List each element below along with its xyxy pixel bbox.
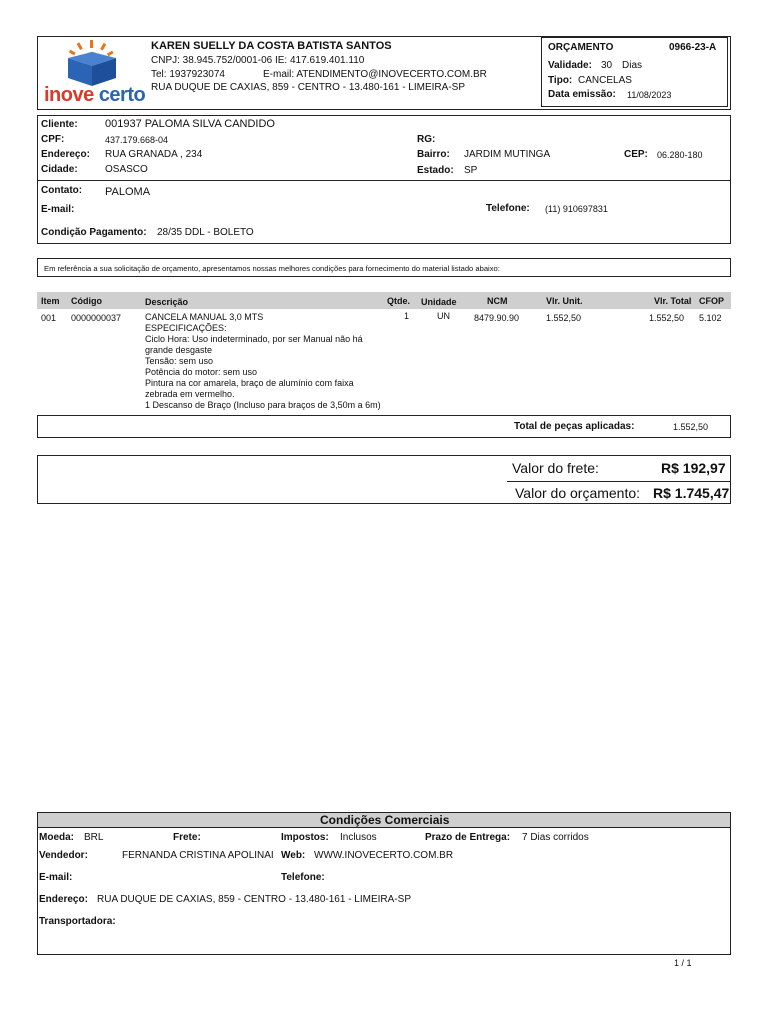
cliente-label: Cliente: (41, 119, 78, 130)
moeda-label: Moeda: (39, 832, 74, 843)
comm-endereco-value: RUA DUQUE DE CAXIAS, 859 - CENTRO - 13.480-161 - LIMEIRA-SP (97, 894, 411, 905)
validade-value: 30 (601, 60, 613, 71)
desc-line: ESPECIFICAÇÕES: (145, 323, 227, 333)
desc-line: 1 Descanso de Braço (Incluso para braços de 3,50m a 6m) (145, 400, 381, 410)
bairro-value: JARDIM MUTINGA (464, 149, 551, 160)
pagamento-value: 28/35 DDL - BOLETO (157, 227, 254, 238)
orcamento-value: R$ 1.745,47 (653, 485, 730, 501)
web-label: Web: (281, 850, 306, 861)
quote-number: 0966-23-A (669, 42, 717, 53)
tipo-value: CANCELAS (578, 75, 632, 86)
col-codigo: Código (71, 296, 102, 306)
rg-label: RG: (417, 134, 436, 145)
totals-divider (507, 481, 731, 482)
col-descricao: Descrição (145, 297, 189, 307)
estado-label: Estado: (417, 165, 454, 176)
company-tel: Tel: 1937923074 (151, 69, 225, 80)
endereco-value: RUA GRANADA , 234 (105, 149, 203, 160)
contato-label: Contato: (41, 185, 83, 196)
tipo-label: Tipo: (548, 75, 573, 86)
pecas-total-value: 1.552,50 (673, 422, 709, 432)
web-value: WWW.INOVECERTO.COM.BR (314, 850, 454, 861)
company-email: E-mail: ATENDIMENTO@INOVECERTO.COM.BR (263, 69, 487, 80)
row-qtde: 1 (404, 311, 410, 321)
desc-line: zebrada em vermelho. (145, 389, 235, 399)
col-unidade: Unidade (421, 297, 457, 307)
validade-label: Validade: (548, 60, 592, 71)
telefone-label: Telefone: (486, 203, 530, 214)
col-vlr-total: Vlr. Total (654, 296, 692, 306)
logo-text-certo: certo (98, 84, 146, 106)
pecas-total-label: Total de peças aplicadas: (514, 421, 635, 432)
row-descricao (145, 312, 381, 411)
row-ncm: 8479.90.90 (474, 313, 520, 323)
impostos-value: Inclusos (340, 832, 377, 843)
row-vlr-total: 1.552,50 (649, 313, 685, 323)
validade-unit: Dias (622, 60, 643, 71)
cep-label: CEP: (624, 149, 648, 160)
desc-line: Tensão: sem uso (145, 356, 214, 366)
items-header-bar (37, 292, 731, 309)
prazo-label: Prazo de Entrega: (425, 832, 511, 843)
desc-line: CANCELA MANUAL 3,0 MTS (145, 312, 264, 322)
impostos-label: Impostos: (281, 832, 329, 843)
desc-line: Ciclo Hora: Uso indeterminado, por ser Manual não há (145, 334, 363, 344)
frete-value: R$ 192,97 (661, 460, 726, 476)
row-unidade: UN (437, 311, 450, 321)
emissao-value: 11/08/2023 (627, 90, 672, 100)
commercial-title: Condições Comerciais (320, 813, 450, 827)
col-vlr-unit: Vlr. Unit. (546, 296, 583, 306)
vendedor-label: Vendedor: (39, 850, 88, 861)
row-item: 001 (41, 313, 57, 323)
company-logo (42, 40, 146, 106)
estado-value: SP (464, 165, 478, 176)
vendedor-value: FERNANDA CRISTINA APOLINAI (122, 850, 274, 861)
client-divider (38, 180, 730, 181)
col-item: Item (41, 296, 60, 306)
desc-line: Potência do motor: sem uso (145, 367, 258, 377)
logo-text-inove: inove (44, 84, 94, 106)
logo-box-icon (42, 40, 142, 86)
commercial-box (37, 812, 731, 955)
cpf-label: CPF: (41, 134, 65, 145)
frete-label: Valor do frete: (512, 460, 599, 476)
orcamento-label: Valor do orçamento: (515, 485, 641, 501)
transportadora-label: Transportadora: (39, 916, 116, 927)
email-label: E-mail: (41, 204, 75, 215)
frete-cond-label: Frete: (173, 832, 201, 843)
prazo-value: 7 Dias corridos (522, 832, 589, 843)
row-vlr-unit: 1.552,50 (546, 313, 582, 323)
telefone-value: (11) 910697831 (545, 204, 608, 214)
comm-endereco-label: Endereço: (39, 894, 88, 905)
company-cnpj: CNPJ: 38.945.752/0001-06 IE: 417.619.401.110 (151, 55, 365, 66)
pagamento-label: Condição Pagamento: (41, 227, 147, 238)
contato-value: PALOMA (105, 186, 151, 198)
cpf-value: 437.179.668-04 (105, 135, 169, 145)
intro-text: Em referência a sua solicitação de orçamento, apresentamos nossas melhores condições para fornecimento do material listado abaixo: (44, 264, 500, 273)
cidade-label: Cidade: (41, 164, 78, 175)
bairro-label: Bairro: (417, 149, 450, 160)
desc-line: Pintura na cor amarela, braço de alumínio com faixa (145, 378, 354, 388)
cliente-value: 001937 PALOMA SILVA CANDIDO (105, 118, 275, 130)
comm-telefone-label: Telefone: (281, 872, 325, 883)
endereco-label: Endereço: (41, 149, 90, 160)
company-address: RUA DUQUE DE CAXIAS, 859 - CENTRO - 13.480-161 - LIMEIRA-SP (151, 82, 465, 93)
emissao-label: Data emissão: (548, 89, 616, 100)
comm-email-label: E-mail: (39, 872, 73, 883)
desc-line: grande desgaste (145, 345, 213, 355)
row-codigo: 0000000037 (71, 313, 122, 323)
row-cfop: 5.102 (699, 313, 722, 323)
col-ncm: NCM (487, 296, 508, 306)
cidade-value: OSASCO (105, 164, 148, 175)
page-indicator: 1 / 1 (674, 958, 692, 968)
company-name: KAREN SUELLY DA COSTA BATISTA SANTOS (151, 40, 392, 52)
cep-value: 06.280-180 (657, 150, 703, 160)
quote-title: ORÇAMENTO (548, 42, 614, 53)
moeda-value: BRL (84, 832, 104, 843)
col-qtde: Qtde. (387, 296, 411, 306)
col-cfop: CFOP (699, 296, 725, 306)
